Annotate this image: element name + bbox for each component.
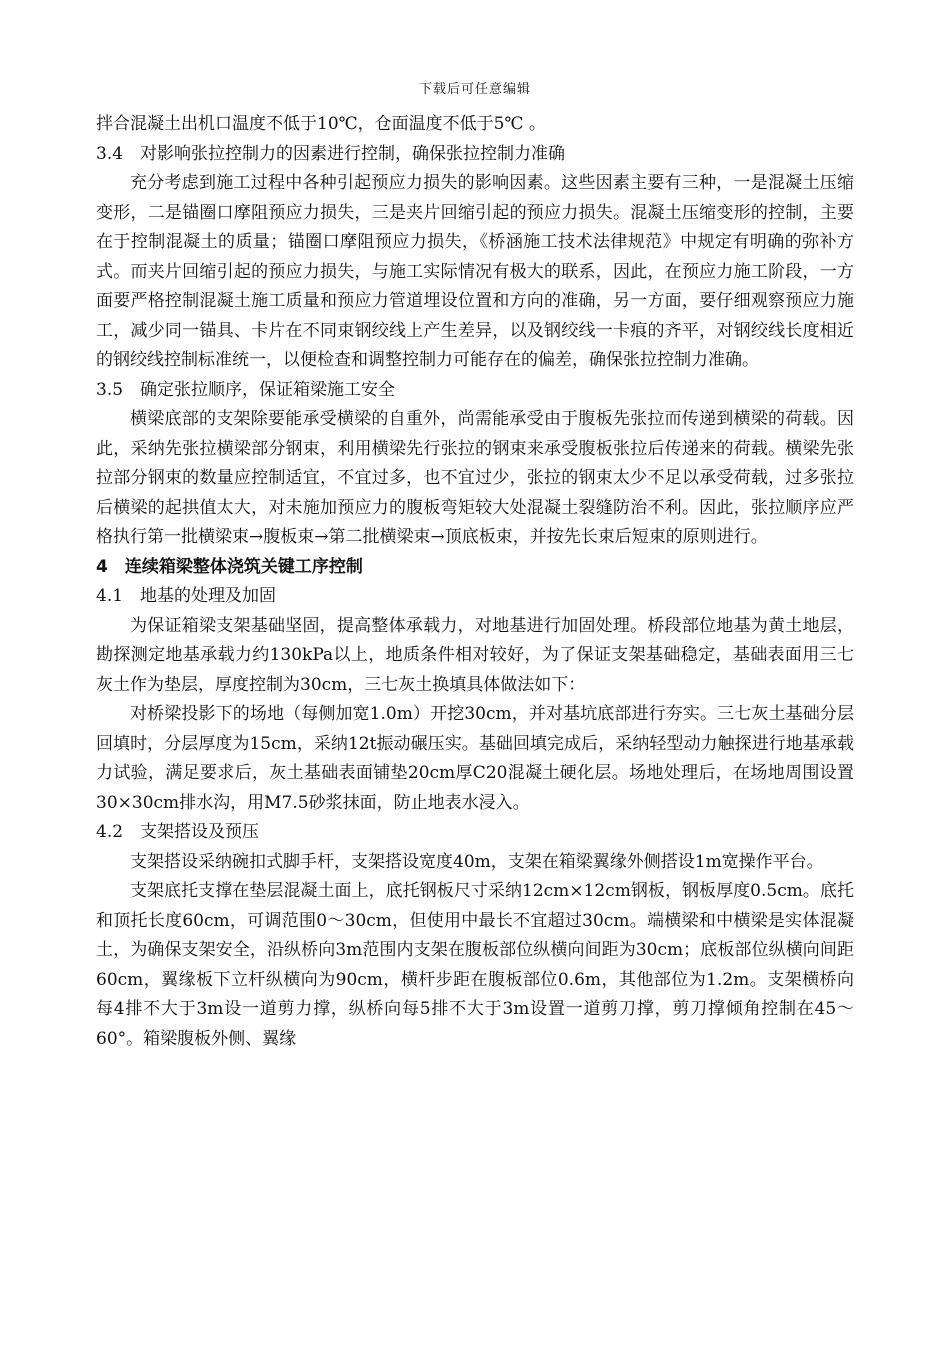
paragraph-site-treatment: 对桥梁投影下的场地（每侧加宽1.0m）开挖30cm，并对基坑底部进行夯实。三七灰土基础分层回填时，分层厚度为15cm，采纳12t振动碾压实。基础回填完成后，采纳轻型动力触探进行地基承载力试验，满足要求后，灰土基础表面铺垫20cm厚C20混凝土硬化层。场地处理后，在场地周围设置30×30cm排水沟，用M7.5砂浆抹面，防止地表水浸入。 (96, 704, 854, 813)
paragraph-scaffold-setup: 支架搭设采纳碗扣式脚手杆，支架搭设宽度40m，支架在箱梁翼缘外侧搭设1m宽操作平台。 (130, 851, 824, 872)
paragraph-continuation: 拌合混凝土出机口温度不低于10℃，仓面温度不低于5℃ 。 (96, 114, 546, 134)
paragraph-tension-sequence: 横梁底部的支架除要能承受横梁的自重外，尚需能承受由于腹板先张拉而传递到横梁的荷载。因此，采纳先张拉横梁部分钢束，利用横梁先行张拉的钢束来承受腹板张拉后传递来的荷载。横梁先张拉部分钢束的数量应控制适宜，不宜过多，也不宜过少，张拉的钢束太少不足以承受荷载，过多张拉后横梁的起拱值太大，对未施加预应力的腹板弯矩较大处混凝土裂缝防治不利。因此，张拉顺序应严格执行第一批横梁束→腹板束→第二批横梁束→顶底板束，并按先长束后短束的原则进行。 (96, 409, 854, 547)
subsection-heading-4-1: 4.1 地基的处理及加固 (96, 586, 277, 606)
paragraph-prestress-loss: 充分考虑到施工过程中各种引起预应力损失的影响因素。这些因素主要有三种，一是混凝土压缩变形，二是锚圈口摩阻预应力损失，三是夹片回缩引起的预应力损失。混凝土压缩变形的控制，主要在于控制混凝土的质量；锚圈口摩阻预应力损失，《桥涵施工技术法律规范》中规定有明确的弥补方式。而夹片回缩引起的预应力损失，与施工实际情况有极大的联系，因此，在预应力施工阶段，一方面要严格控制混凝土施工质量和预应力管道埋设位置和方向的准确，另一方面，要仔细观察预应力施工，减少同一锚具、卡片在不同束钢绞线上产生差异，以及钢绞线一卡痕的齐平，对钢绞线长度相近的钢绞线控制标准统一，以便检查和调整控制力可能存在的偏差，确保张拉控制力准确。 (96, 173, 854, 370)
paragraph-scaffold-details: 支架底托支撑在垫层混凝土面上，底托钢板尺寸采纳12cm×12cm钢板，钢板厚度0.5cm。底托和顶托长度60cm，可调范围0～30cm，但使用中最长不宜超过30cm。端横梁和中横梁是实体混凝土，为确保支架安全，沿纵桥向3m范围内支架在腹板部位纵横向间距为30cm；底板部位纵横向间距60cm，翼缘板下立杆纵横向为90cm，横杆步距在腹板部位0.6m，其他部位为1.2m。支架横桥向每4排不大于3m设一道剪力撑，纵桥向每5排不大于3m设置一道剪刀撑，剪刀撑倾角控制在45～60°。箱梁腹板外侧、翼缘 (96, 881, 854, 1049)
subsection-heading-4-2: 4.2 支架搭设及预压 (96, 822, 260, 842)
subsection-heading-3-5: 3.5 确定张拉顺序，保证箱梁施工安全 (96, 379, 396, 400)
section-heading-4: 4 连续箱梁整体浇筑关键工序控制 (96, 556, 363, 577)
page-header: 下载后可任意编辑 (418, 82, 531, 97)
subsection-heading-3-4: 3.4 对影响张拉控制力的因素进行控制，确保张拉控制力准确 (96, 143, 566, 164)
paragraph-foundation-reinforcement: 为保证箱梁支架基础坚固，提高整体承载力，对地基进行加固处理。桥段部位地基为黄土地层，勘探测定地基承载力约130kPa以上，地质条件相对较好，为了保证支架基础稳定，基础表面用三七灰土作为垫层，厚度控制为30cm，三七灰土换填具体做法如下： (96, 615, 854, 695)
document-body (96, 110, 854, 1054)
